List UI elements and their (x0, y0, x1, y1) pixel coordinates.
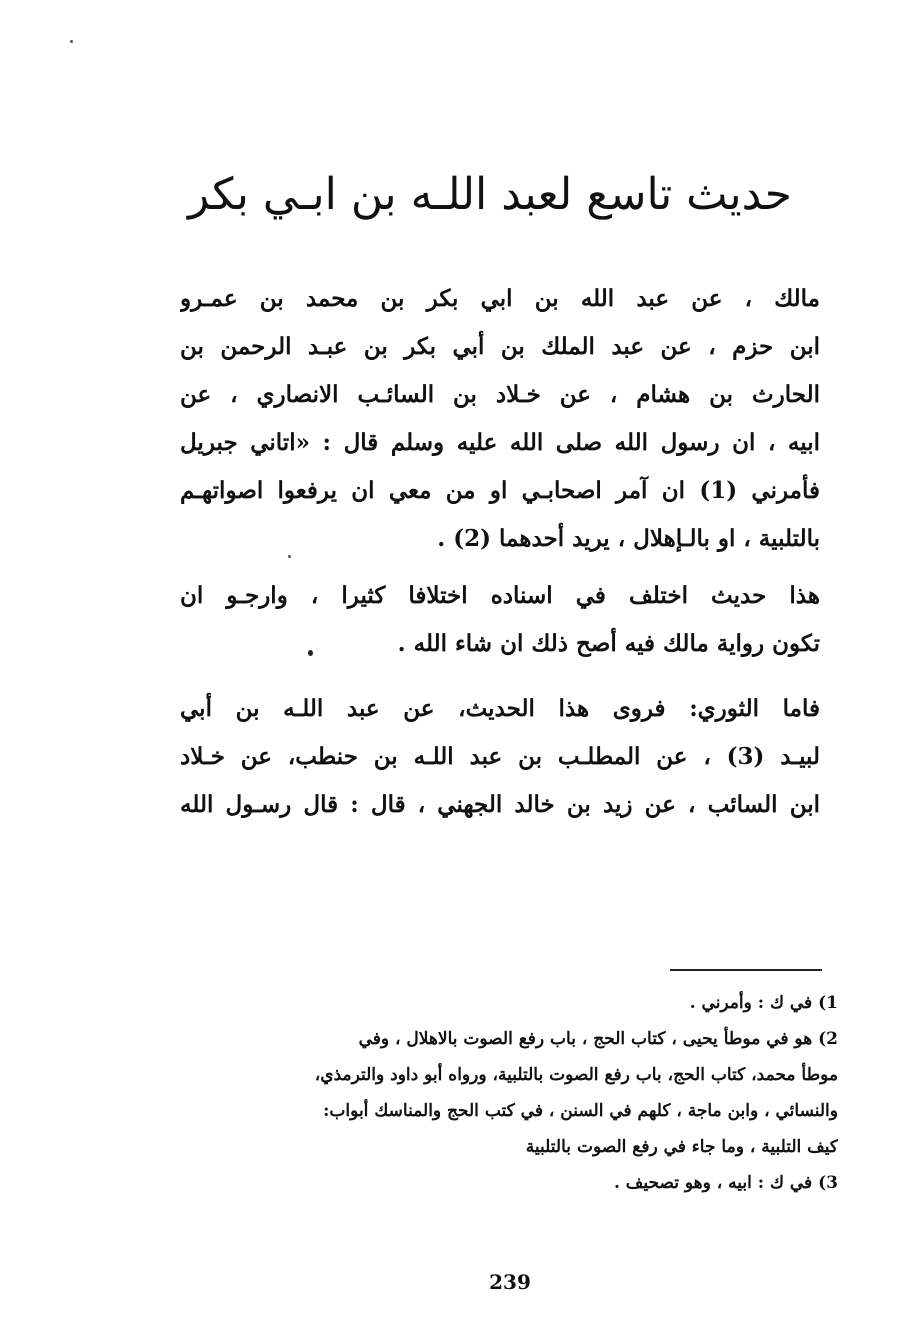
text-line: ابيه ، ان رسول الله صلى الله عليه وسلم قال : «اتاني جبريل (180, 429, 820, 456)
footnote-line: والنسائي ، وابن ماجة ، كلهم في السنن ، في كتب الحج والمناسك أبواب: (323, 1101, 838, 1121)
text-line: فاما الثوري: فروى هذا الحديث، عن عبد اللـه بن أبي (180, 695, 820, 722)
text-line: بالتلبية ، او بالـإهلال ، يريد أحدهما (2) . (437, 525, 820, 552)
paragraph-thawri-chain (180, 685, 820, 829)
footnote-separator (670, 969, 822, 971)
paragraph-hadith-text (180, 275, 820, 563)
footnote-line: 2) هو في موطأ يحيى ، كتاب الحج ، باب رفع الصوت بالاهلال ، وفي (358, 1029, 838, 1049)
chapter-title: حديث تاسع لعبد اللـه بن ابـي بكر (188, 169, 792, 220)
text-line: لبيـد (3) ، عن المطلـب بن عبد اللـه بن حنطب، عن خـلاد (180, 743, 820, 770)
text-line: ابن السائب ، عن زيد بن خالد الجهني ، قال : قال رسـول الله (180, 791, 820, 818)
footnote-line: 3) في ك : ابيه ، وهو تصحيف . (613, 1173, 838, 1193)
text-line: مالك ، عن عبد الله بن ابي بكر بن محمد بن عمـرو (180, 285, 820, 312)
scan-speck (308, 650, 313, 656)
text-line: هذا حديث اختلف في اسناده اختلافا كثيرا ، وارجـو ان (180, 582, 820, 609)
footnote-line: موطأ محمد، كتاب الحج، باب رفع الصوت بالتلبية، ورواه أبو داود والترمذي، (314, 1065, 838, 1085)
text-line: فأمرني (1) ان آمر اصحابـي او من معي ان يرفعوا اصواتهـم (180, 477, 820, 504)
footnote-line: كيف التلبية ، وما جاء في رفع الصوت بالتلبية (525, 1137, 838, 1157)
footnote-line: 1) في ك : وأمرني . (689, 993, 838, 1013)
scan-speck (288, 555, 291, 558)
text-line: الحارث بن هشام ، عن خـلاد بن السائـب الانصاري ، عن (180, 381, 820, 408)
paragraph-commentary (180, 572, 820, 668)
footnotes (188, 985, 838, 1201)
page-number: 239 (489, 1270, 531, 1294)
text-line: تكون رواية مالك فيه أصح ذلك ان شاء الله . (397, 630, 820, 657)
scan-speck (70, 40, 73, 43)
text-line: ابن حزم ، عن عبد الملك بن أبي بكر بن عبـد الرحمن بن (180, 333, 820, 360)
